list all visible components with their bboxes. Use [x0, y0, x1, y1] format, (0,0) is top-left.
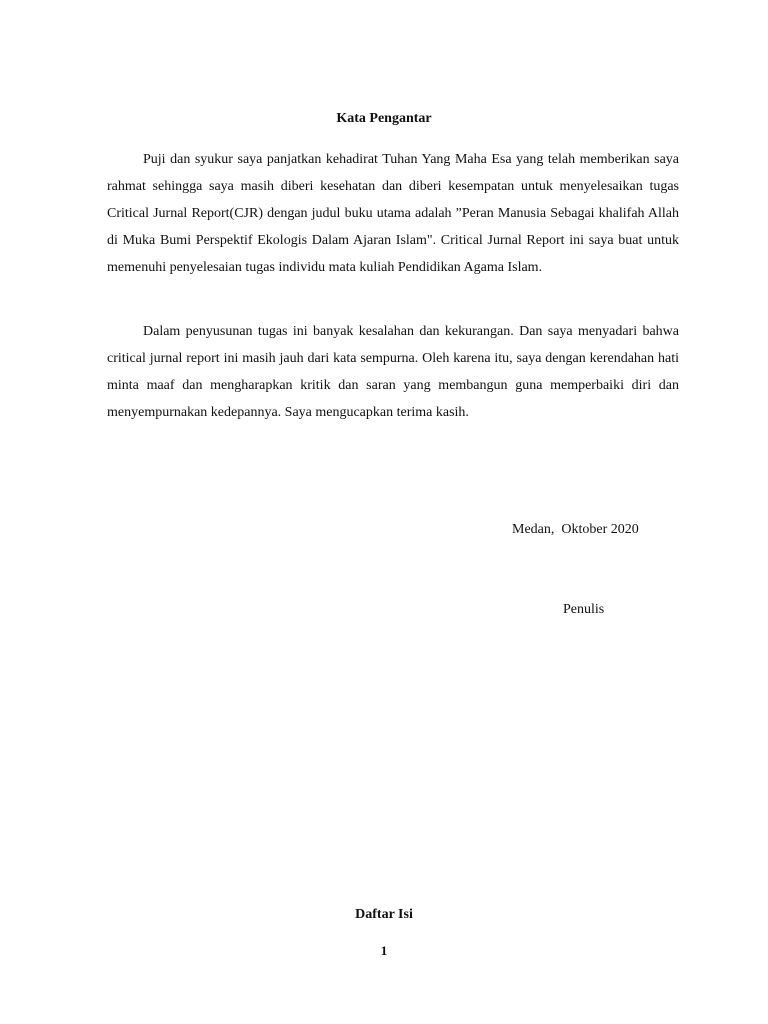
- page-number: 1: [380, 943, 388, 958]
- page-title: Kata Pengantar: [336, 111, 432, 126]
- paragraph-1: Puji dan syukur saya panjatkan kehadirat Tuhan Yang Maha Esa yang telah memberikan saya rahmat sehingga saya masih diberi kesehatan dan diberi kesempatan untuk menyelesaikan tugas Critical Jurnal Report(CJR) dengan judul buku utama adalah ”Peran Manusia Sebagai khalifah Allah di Muka Bumi Perspektif Ekologis Dalam Ajaran Islam". Critical Jurnal Report ini saya buat untuk memenuhi penyelesaian tugas individu mata kuliah Pendidikan Agama Islam.: [107, 152, 679, 275]
- paragraph-1-block: [107, 146, 679, 281]
- author-signature: Penulis: [563, 602, 605, 617]
- paragraph-2: Dalam penyusunan tugas ini banyak kesalahan dan kekurangan. Dan saya menyadari bahwa critical jurnal report ini masih jauh dari kata sempurna. Oleh karena itu, saya dengan kerendahan hati minta maaf dan mengharapkan kritik dan saran yang membangun guna memperbaiki diri dan menyempurnakan kedepannya. Saya mengucapkan terima kasih.: [107, 324, 679, 420]
- place-date: Medan, Oktober 2020: [512, 522, 639, 537]
- section-title-daftar-isi: Daftar Isi: [355, 907, 413, 922]
- paragraph-2-block: [107, 318, 679, 426]
